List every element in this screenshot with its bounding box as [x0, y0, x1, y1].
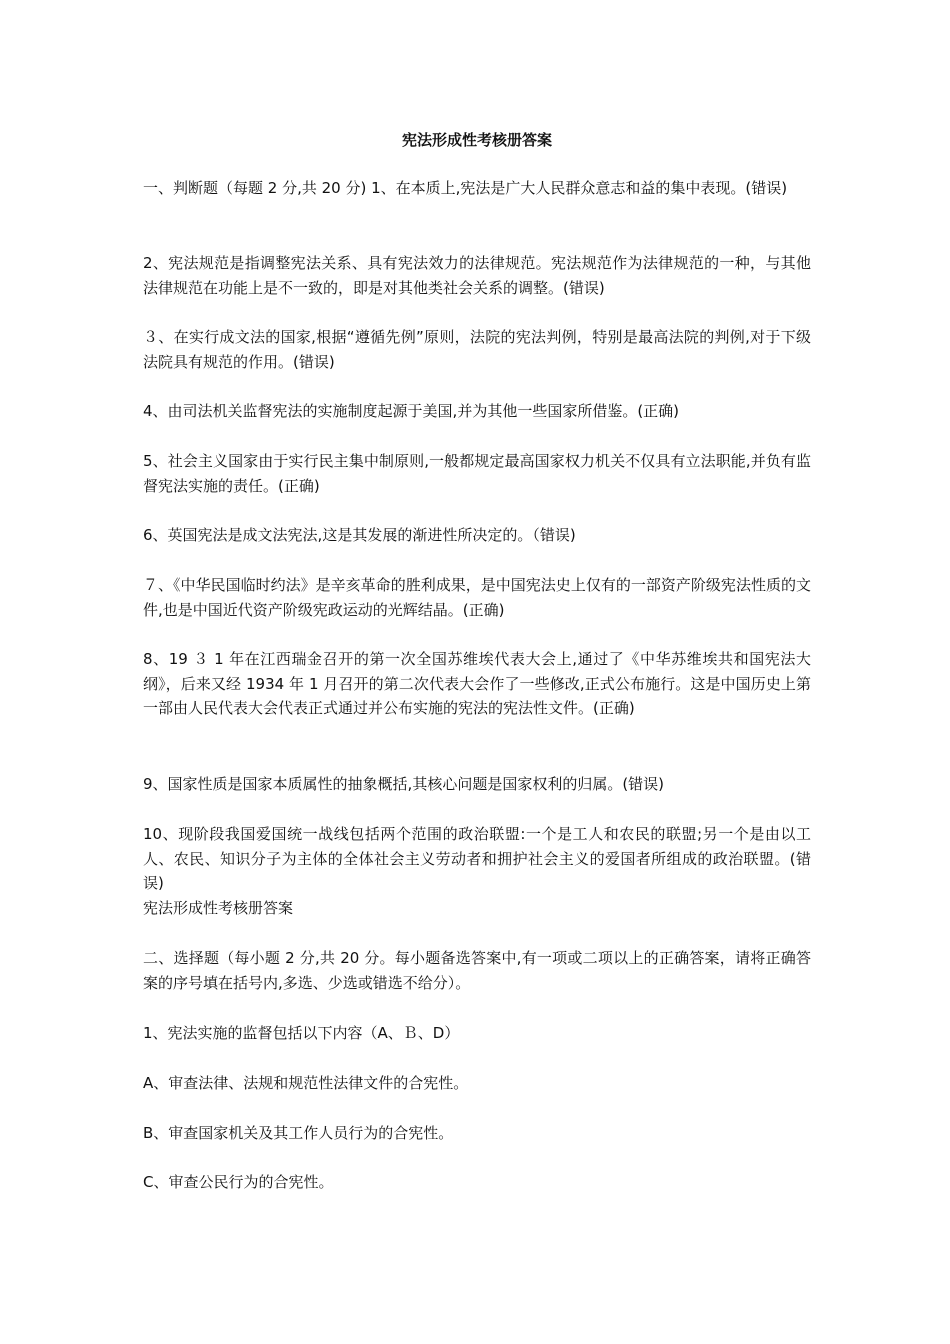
judgement-q3: ３、在实行成文法的国家,根据“遵循先例”原则，法院的宪法判例，特别是最高法院的判例,对于下级法院具有规范的作用。(错误)	[143, 328, 811, 371]
judgement-q7: ７、《中华民国临时约法》是辛亥革命的胜利成果，是中国宪法史上仅有的一部资产阶级宪法性质的文件,也是中国近代资产阶级宪政运动的光辉结晶。(正确)	[143, 576, 811, 619]
judgement-q9: 9、国家性质是国家本质属性的抽象概括,其核心问题是国家权利的归属。(错误)	[143, 775, 665, 793]
choice-q1-option-a: A、审查法律、法规和规范性法律文件的合宪性。	[143, 1074, 469, 1092]
judgement-q6: 6、英国宪法是成文法宪法,这是其发展的渐进性所决定的。（错误)	[143, 526, 576, 544]
judgement-q2: 2、宪法规范是指调整宪法关系、具有宪法效力的法律规范。宪法规范作为法律规范的一种，与其他法律规范在功能上是不一致的，即是对其他类社会关系的调整。(错误)	[143, 254, 811, 297]
document-title: 宪法形成性考核册答案	[401, 131, 552, 149]
judgement-q1: 一、判断题（每题 2 分,共 20 分) 1、在本质上,宪法是广大人民群众意志和益的集中表现。(错误)	[143, 179, 788, 197]
choice-q1-option-c: C、审查公民行为的合宪性。	[143, 1173, 334, 1191]
repeated-title: 宪法形成性考核册答案	[143, 899, 294, 917]
judgement-q4: 4、由司法机关监督宪法的实施制度起源于美国,并为其他一些国家所借鉴。(正确)	[143, 402, 680, 420]
judgement-q8: 8、19 ３ 1 年在江西瑞金召开的第一次全国苏维埃代表大会上,通过了《中华苏维埃共和国宪法大纲》，后来又经 1934 年 1 月召开的第二次代表大会作了一些修改,正式公布施行。这是中国历史上第一部由人民代表大会代表正式通过并公布实施的宪法的宪法性文件。(正确)	[143, 650, 811, 717]
judgement-q10: 10、现阶段我国爱国统一战线包括两个范围的政治联盟:一个是工人和农民的联盟;另一个是由以工人、农民、知识分子为主体的全体社会主义劳动者和拥护社会主义的爱国者所组成的政治联盟。(错误)	[143, 825, 811, 892]
choice-q1: 1、宪法实施的监督包括以下内容（A、Ｂ、D）	[143, 1024, 460, 1042]
choice-q1-option-b: B、审查国家机关及其工作人员行为的合宪性。	[143, 1124, 454, 1142]
choice-section-heading: 二、选择题（每小题 2 分,共 20 分。每小题备选答案中,有一项或二项以上的正确答案，请将正确答案的序号填在括号内,多选、少选或错选不给分）。	[143, 949, 811, 992]
judgement-q5: 5、社会主义国家由于实行民主集中制原则,一般都规定最高国家权力机关不仅具有立法职能,并负有监督宪法实施的责任。(正确)	[143, 452, 811, 495]
